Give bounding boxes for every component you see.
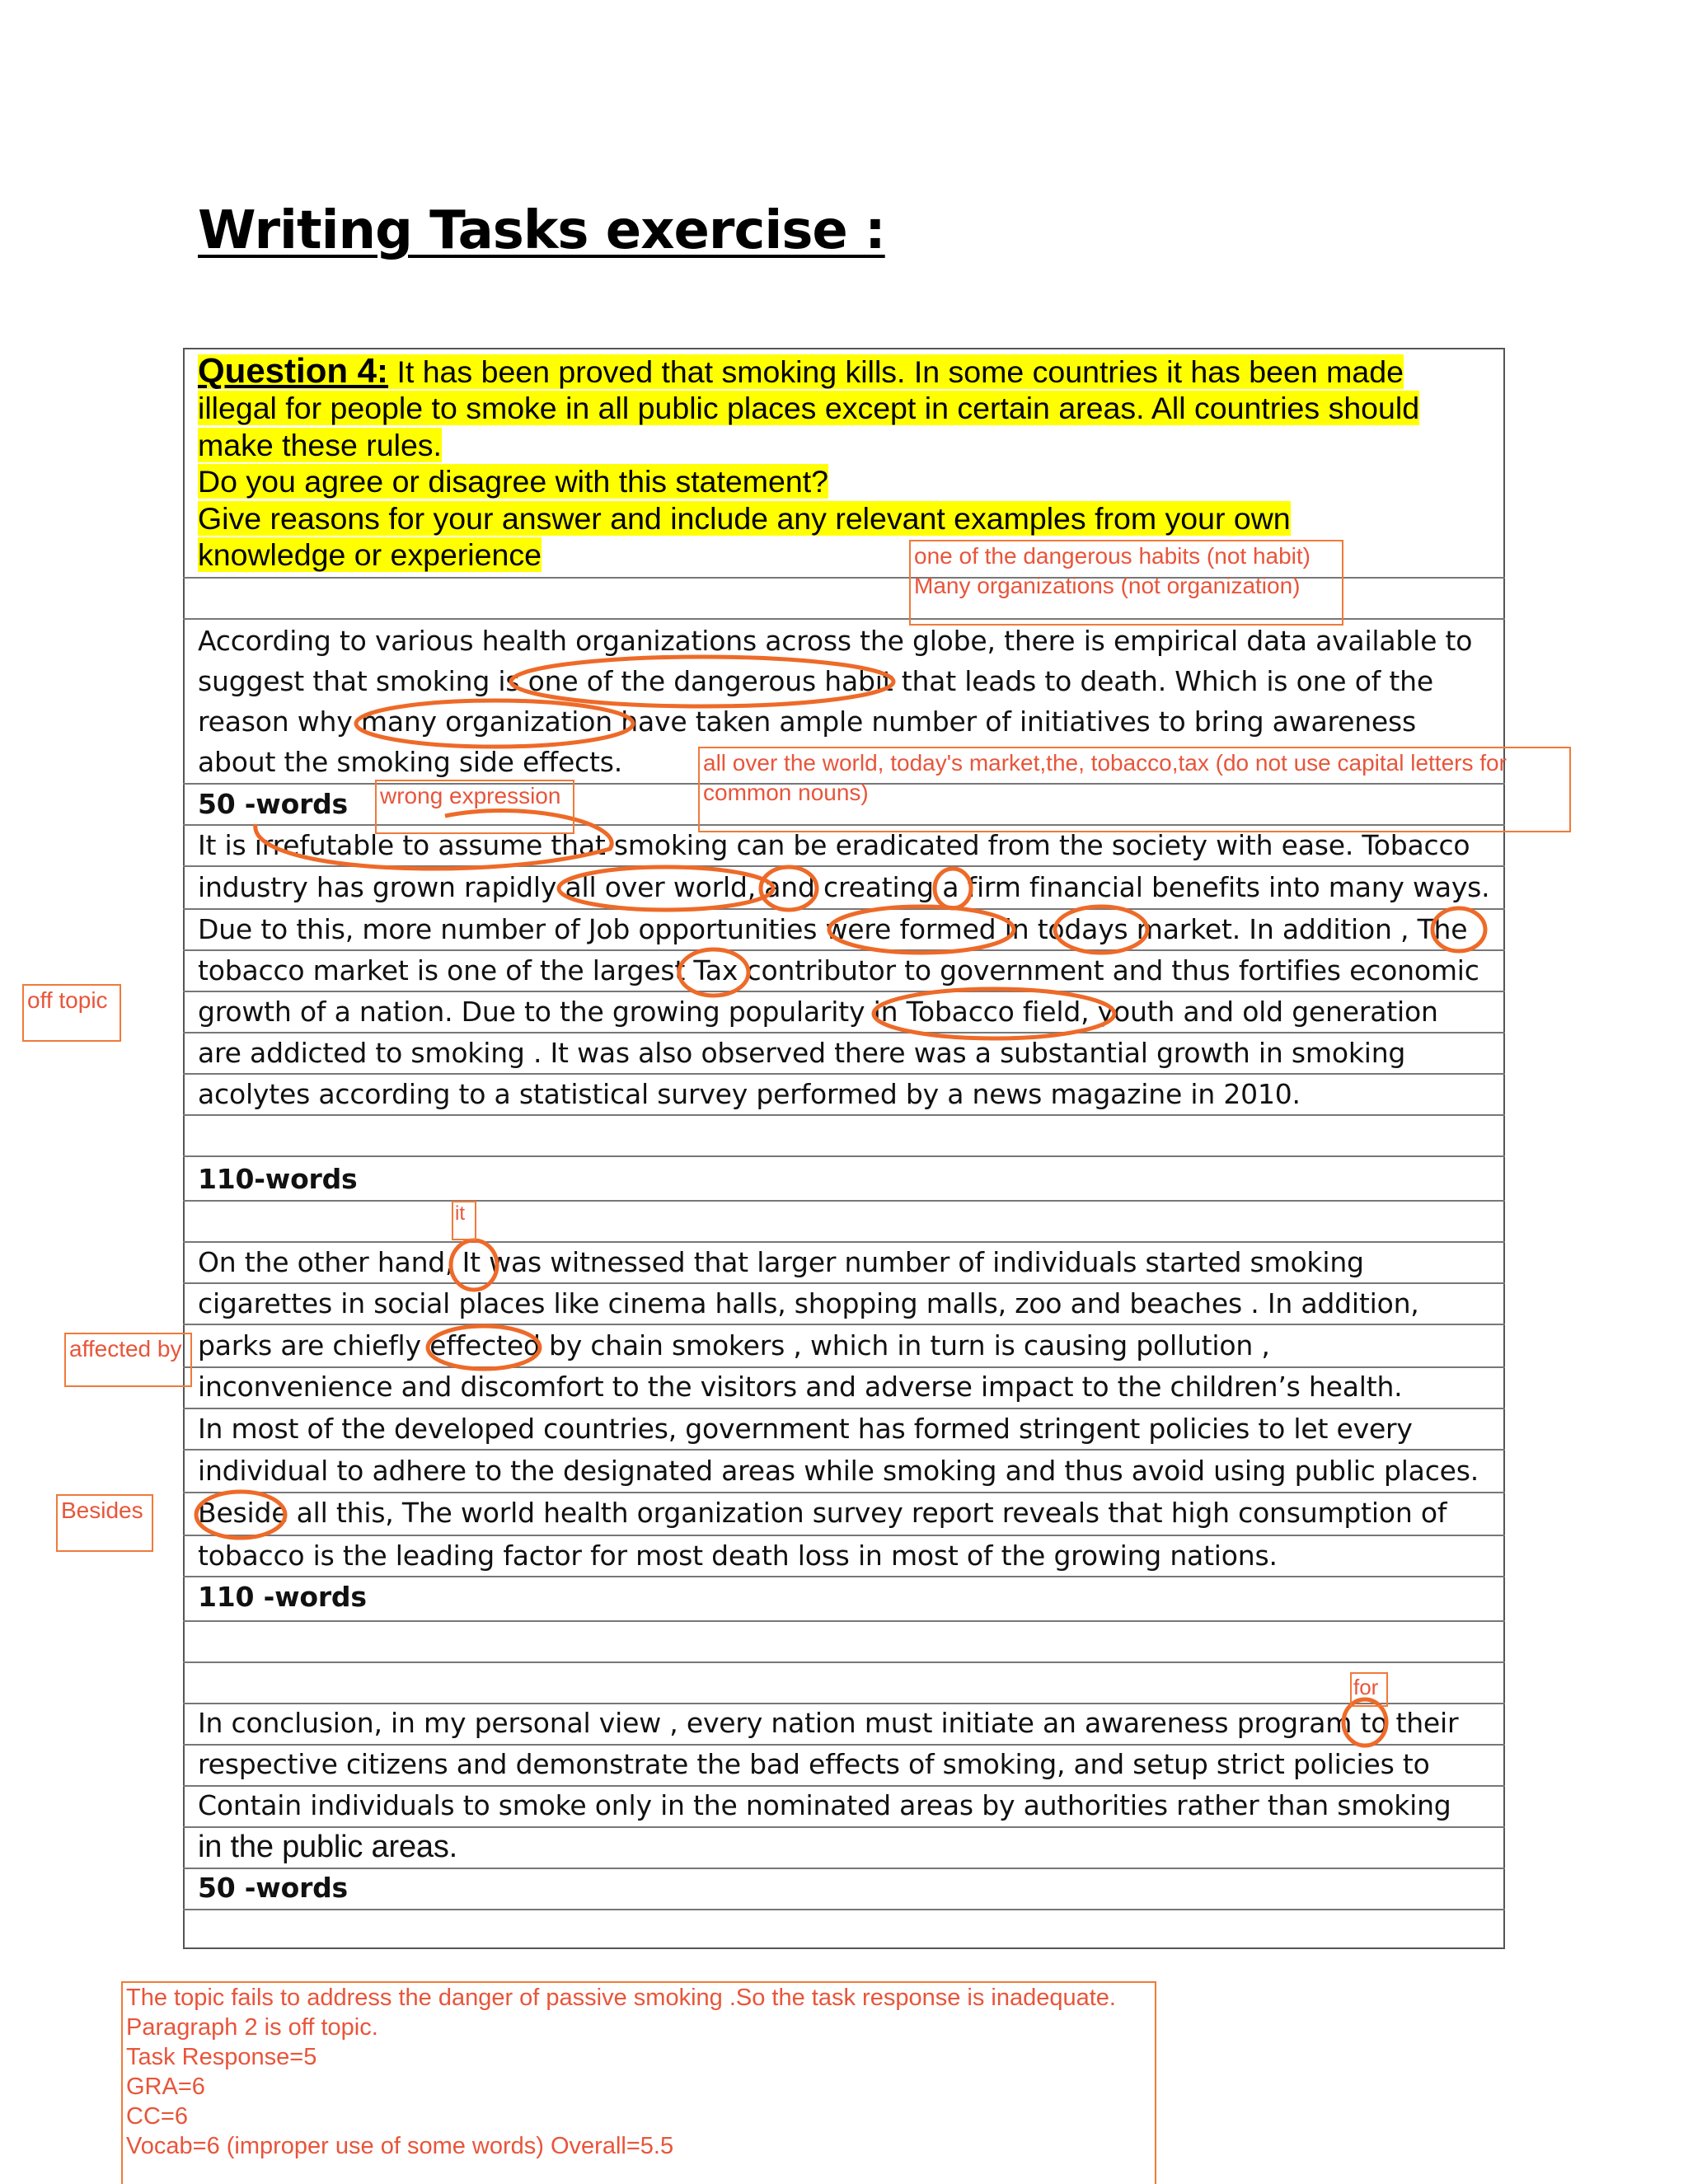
essay-line: In most of the developed countries, government has formed stringent policies to let every: [198, 1413, 1413, 1445]
summary-line: The topic fails to address the danger of passive smoking .So the task response is inadequate.: [126, 1985, 1116, 2011]
annotation-text: common nouns): [703, 780, 869, 805]
summary-line: CC=6: [126, 2103, 188, 2130]
annotation-box: off topic: [22, 984, 121, 1042]
essay-line: about the smoking side effects.: [198, 746, 623, 778]
essay-line: in the public areas.: [198, 1830, 457, 1864]
essay-line: In conclusion, in my personal view , every nation must initiate an awareness program to their: [198, 1707, 1459, 1739]
table-rule: [183, 1661, 1505, 1663]
essay-line: are addicted to smoking . It was also observed there was a substantial growth in smoking: [198, 1037, 1406, 1069]
annotation-text: one of the dangerous habits (not habit): [914, 543, 1311, 569]
question-line: knowledge or experience: [198, 537, 542, 573]
summary-line: Task Response=5: [126, 2044, 317, 2070]
question-line: Give reasons for your answer and include any relevant examples from your own: [198, 500, 1291, 536]
table-rule: [183, 1620, 1505, 1622]
essay-line: suggest that smoking is one of the dangerous habit that leads to death. Which is one of the: [198, 665, 1433, 697]
essay-line: Contain individuals to smoke only in the nominated areas by authorities rather than smoking: [198, 1789, 1451, 1821]
word-count: 110 -words: [198, 1581, 367, 1613]
annotation-box: it: [452, 1201, 476, 1240]
essay-line: industry has grown rapidly all over world, and creating a firm financial benefits into many ways.: [198, 871, 1490, 903]
annotation-box: wrong expression: [375, 780, 574, 834]
word-count: 50 -words: [198, 788, 349, 820]
summary-line: Vocab=6 (improper use of some words) Overall=5.5: [126, 2133, 674, 2159]
annotation-box: affected by: [64, 1333, 192, 1387]
essay-line: growth of a nation. Due to the growing popularity in Tobacco field, youth and old generation: [198, 996, 1438, 1028]
annotation-text: all over the world, today's market,the, tobacco,tax (do not use capital letters for: [703, 750, 1507, 776]
essay-line: According to various health organizations across the globe, there is empirical data available to: [198, 625, 1473, 657]
word-count: 50 -words: [198, 1872, 349, 1904]
essay-line: parks are chiefly effected by chain smokers , which in turn is causing pollution ,: [198, 1329, 1270, 1361]
essay-line: Beside all this, The world health organization survey report reveals that high consumption of: [198, 1497, 1447, 1529]
annotation-box: [698, 747, 1571, 832]
question-line: illegal for people to smoke in all public places except in certain areas. All countries should: [198, 391, 1420, 426]
essay-line: reason why many organization have taken ample number of initiatives to bring awareness: [198, 705, 1417, 738]
table-rule: [183, 1200, 1505, 1202]
annotation-box: for: [1350, 1672, 1388, 1707]
summary-feedback-box: [121, 1981, 1156, 2184]
annotation-text: Many organizations (not organization): [914, 573, 1301, 598]
essay-line: individual to adhere to the designated areas while smoking and thus avoid using public places.: [198, 1455, 1479, 1487]
summary-line: Paragraph 2 is off topic.: [126, 2014, 378, 2041]
essay-line: acolytes according to a statistical survey performed by a news magazine in 2010.: [198, 1078, 1301, 1110]
table-rule: [183, 1909, 1505, 1910]
essay-line: tobacco market is one of the largest Tax contributor to government and thus fortifies economic: [198, 954, 1479, 987]
essay-line: cigarettes in social places like cinema halls, shopping malls, zoo and beaches . In addition,: [198, 1287, 1419, 1319]
word-count: 110-words: [198, 1163, 358, 1195]
annotation-box: [909, 540, 1343, 626]
page-title: Writing Tasks exercise :: [198, 200, 885, 261]
question-line: Do you agree or disagree with this statement?: [198, 464, 828, 499]
table-rule: [183, 1155, 1505, 1157]
essay-line: On the other hand, It was witnessed that larger number of individuals started smoking: [198, 1246, 1364, 1278]
essay-line: It is irrefutable to assume that smoking can be eradicated from the society with ease. Tobacco: [198, 829, 1470, 861]
question-line: make these rules.: [198, 427, 442, 462]
summary-line: GRA=6: [126, 2074, 205, 2100]
annotation-box: Besides: [56, 1494, 153, 1552]
essay-line: Due to this, more number of Job opportunities were formed in todays market. In addition , The: [198, 913, 1468, 945]
essay-line: tobacco is the leading factor for most death loss in most of the growing nations.: [198, 1540, 1278, 1572]
essay-line: inconvenience and discomfort to the visitors and adverse impact to the children’s health.: [198, 1371, 1403, 1403]
question-line: It has been proved that smoking kills. In some countries it has been made: [388, 354, 1404, 389]
essay-line: respective citizens and demonstrate the bad effects of smoking, and setup strict policies to: [198, 1748, 1430, 1780]
question-label: Question 4:: [198, 351, 389, 390]
